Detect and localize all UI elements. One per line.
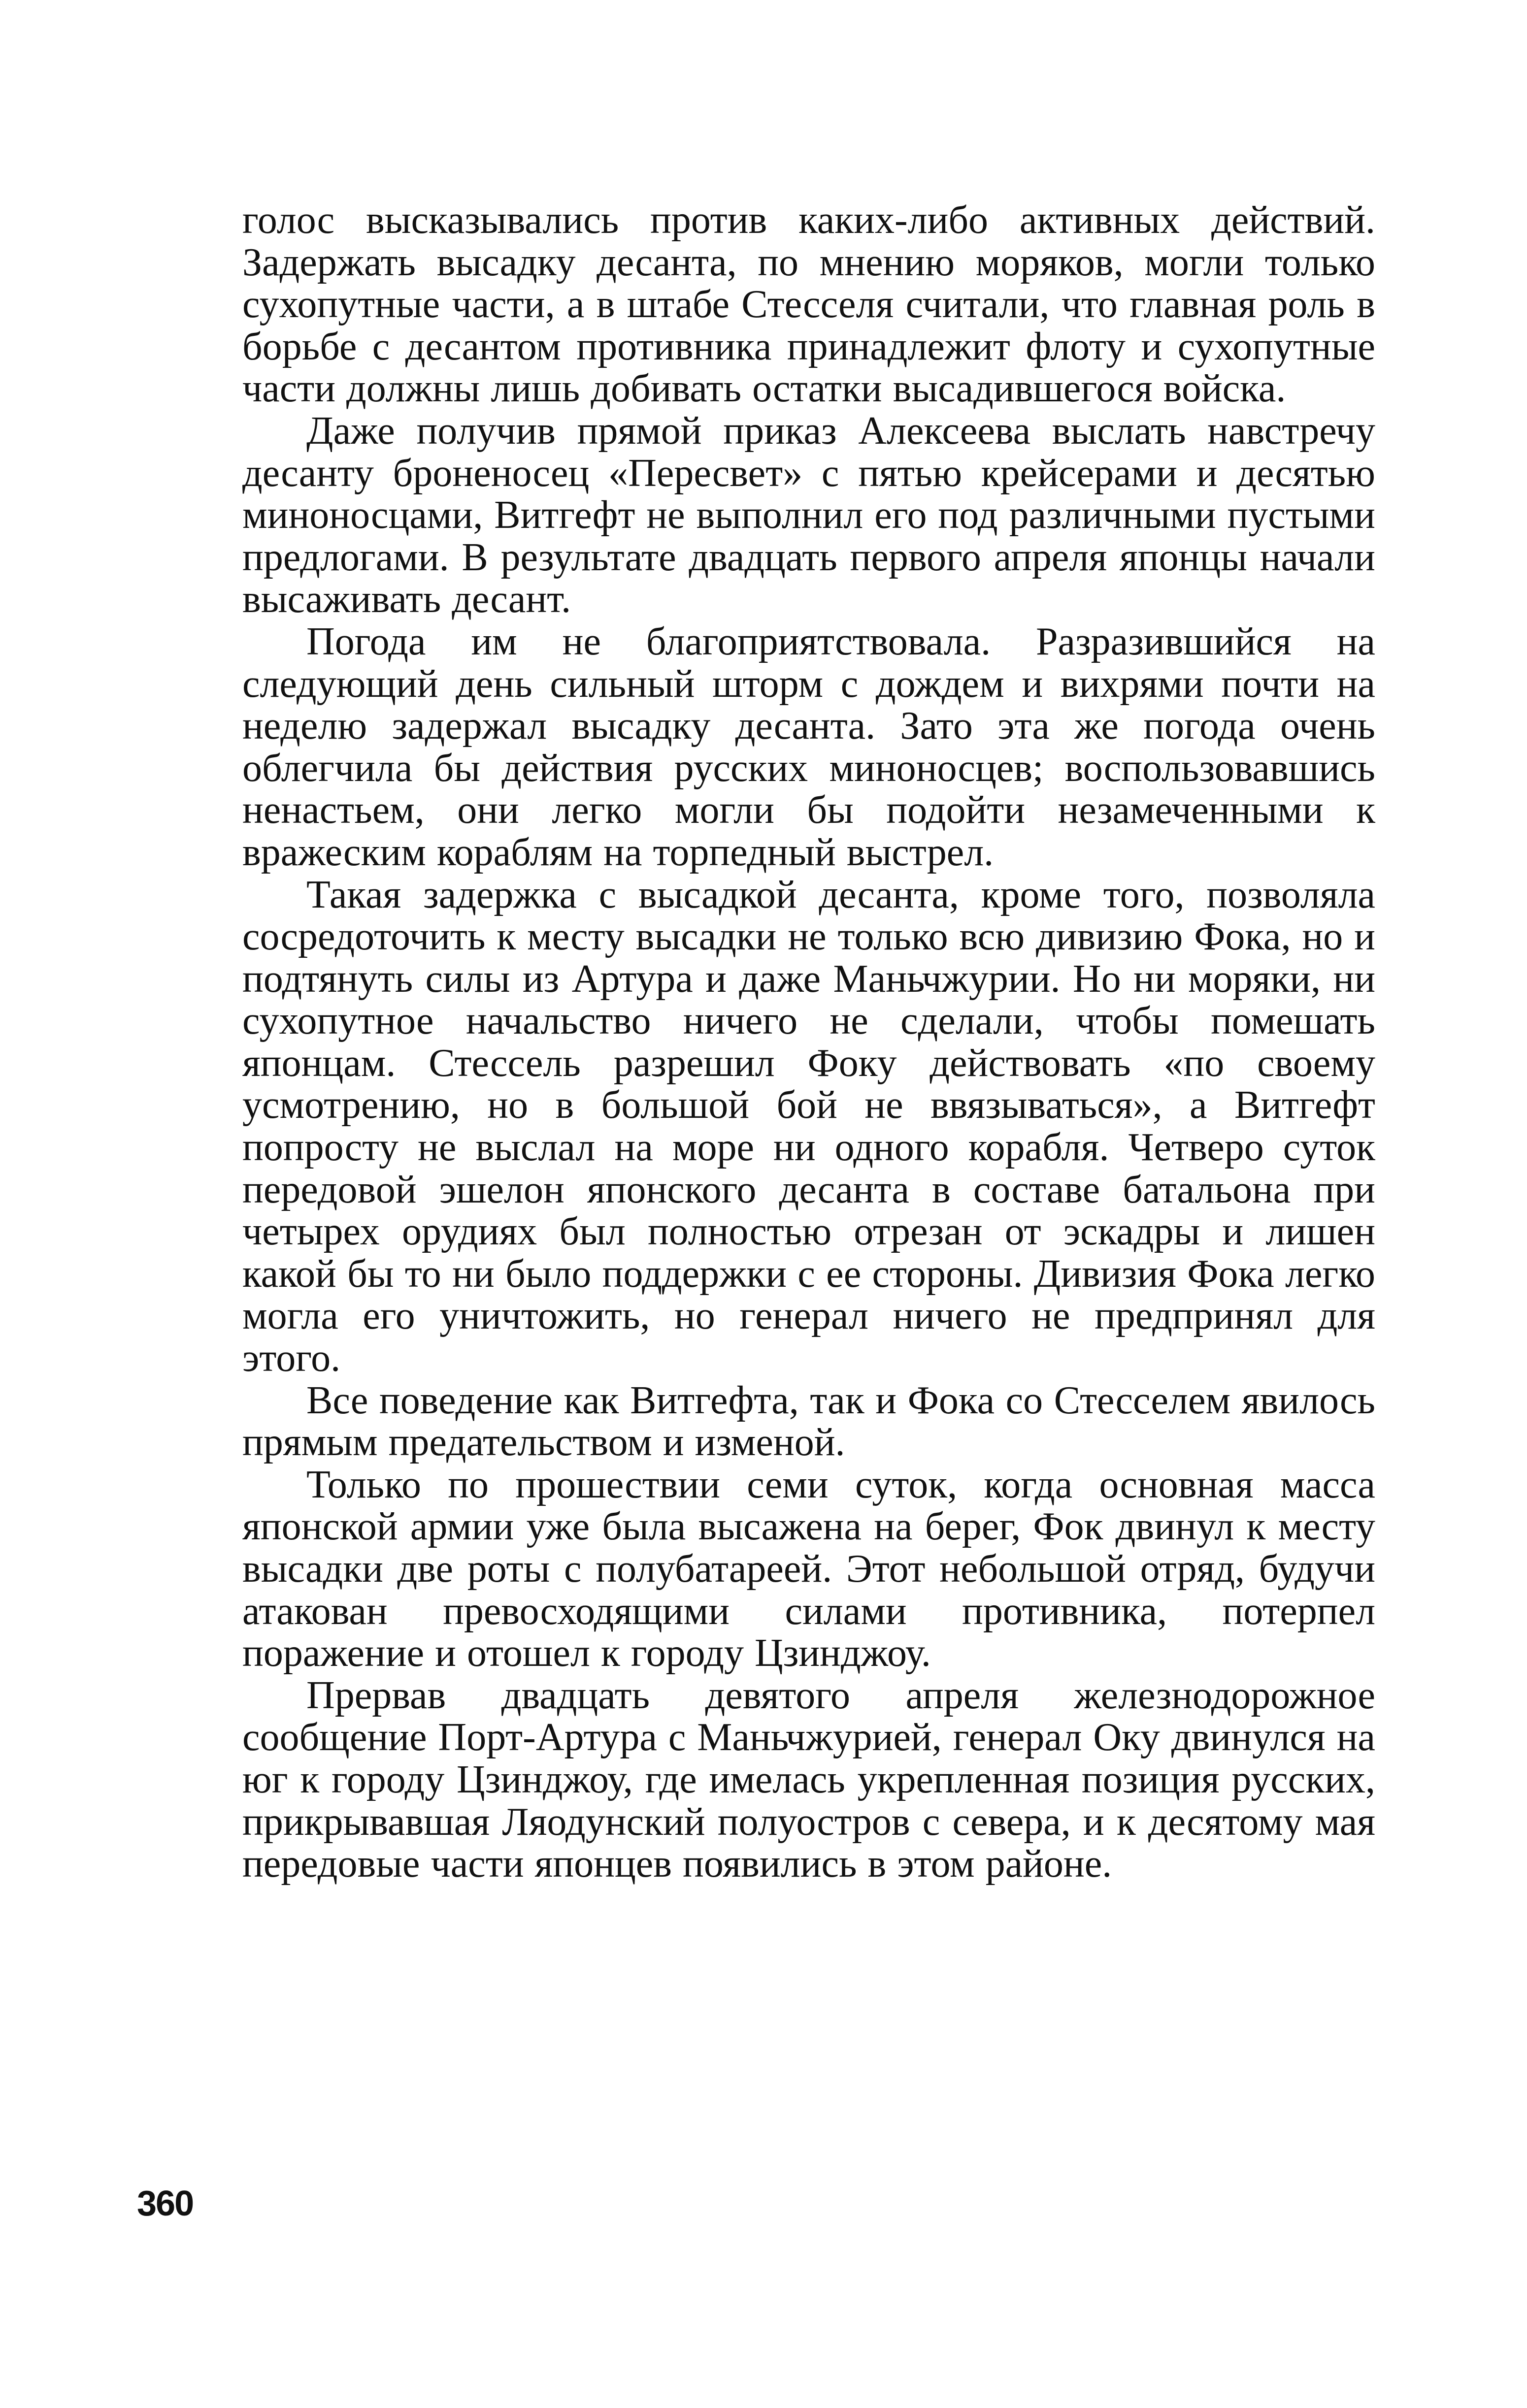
paragraph-2: Даже получив прямой приказ Алексеева выслать навстречу десанту броненосец «Пересвет» с пятью крейсерами и десятью миноносцами, Витгефт не выполнил его под различными пустыми предлогами. В результате двадцать первого апреля японцы начали высаживать десант.	[242, 409, 1375, 621]
paragraph-3: Погода им не благоприятствовала. Разразившийся на следующий день сильный шторм с дождем и вихрями почти на неделю задержал высадку десанта. Зато эта же погода очень облегчила бы действия русских миноносцев; воспользовавшись ненастьем, они легко могли бы подойти незамеченными к вражеским кораблям на торпедный выстрел.	[242, 619, 1375, 874]
paragraph-7: Прервав двадцать девятого апреля железнодорожное сообщение Порт-Артура с Маньчжурией, генерал Оку двинулся на юг к городу Цзинджоу, где имелась укрепленная позиция русских, прикрывавшая Ляодунский полуостров с севера, и к десятому мая передовые части японцев появились в этом районе.	[242, 1673, 1375, 1886]
paragraph-1: голос высказывались против каких-либо активных действий. Задержать высадку десанта, по мнению моряков, могли только сухопутные части, а в штабе Стесселя считали, что главная роль в борьбе с десантом противника принадлежит флоту и сухопутные части должны лишь добивать остатки высадившегося войска.	[242, 198, 1375, 411]
paragraph-4: Такая задержка с высадкой десанта, кроме того, позволяла сосредоточить к месту высадки не только всю дивизию Фока, но и подтянуть силы из Артура и даже Маньчжурии. Но ни моряки, ни сухопутное начальство ничего не сделали, чтобы помешать японцам. Стессель разрешил Фоку действовать «по своему усмотрению, но в большой бой не ввязываться», а Витгефт попросту не выслал на море ни одного корабля. Четверо суток передовой эшелон японского десанта в составе батальона при четырех орудиях был полностью отрезан от эскадры и лишен какой бы то ни было поддержки с ее стороны. Дивизия Фока легко могла его уничтожить, но генерал ничего не предпринял для этого.	[242, 873, 1375, 1380]
body-text	[242, 199, 1375, 1886]
paragraph-5: Все поведение как Витгефта, так и Фока со Стесселем явилось прямым предательством и изменой.	[242, 1378, 1375, 1464]
paragraph-6: Только по прошествии семи суток, когда основная масса японской армии уже была высажена на берег, Фок двинул к месту высадки две роты с полубатареей. Этот небольшой отряд, будучи атакован превосходящими силами противника, потерпел поражение и отошел к городу Цзинджоу.	[242, 1463, 1375, 1675]
page-number: 360	[137, 2184, 194, 2223]
